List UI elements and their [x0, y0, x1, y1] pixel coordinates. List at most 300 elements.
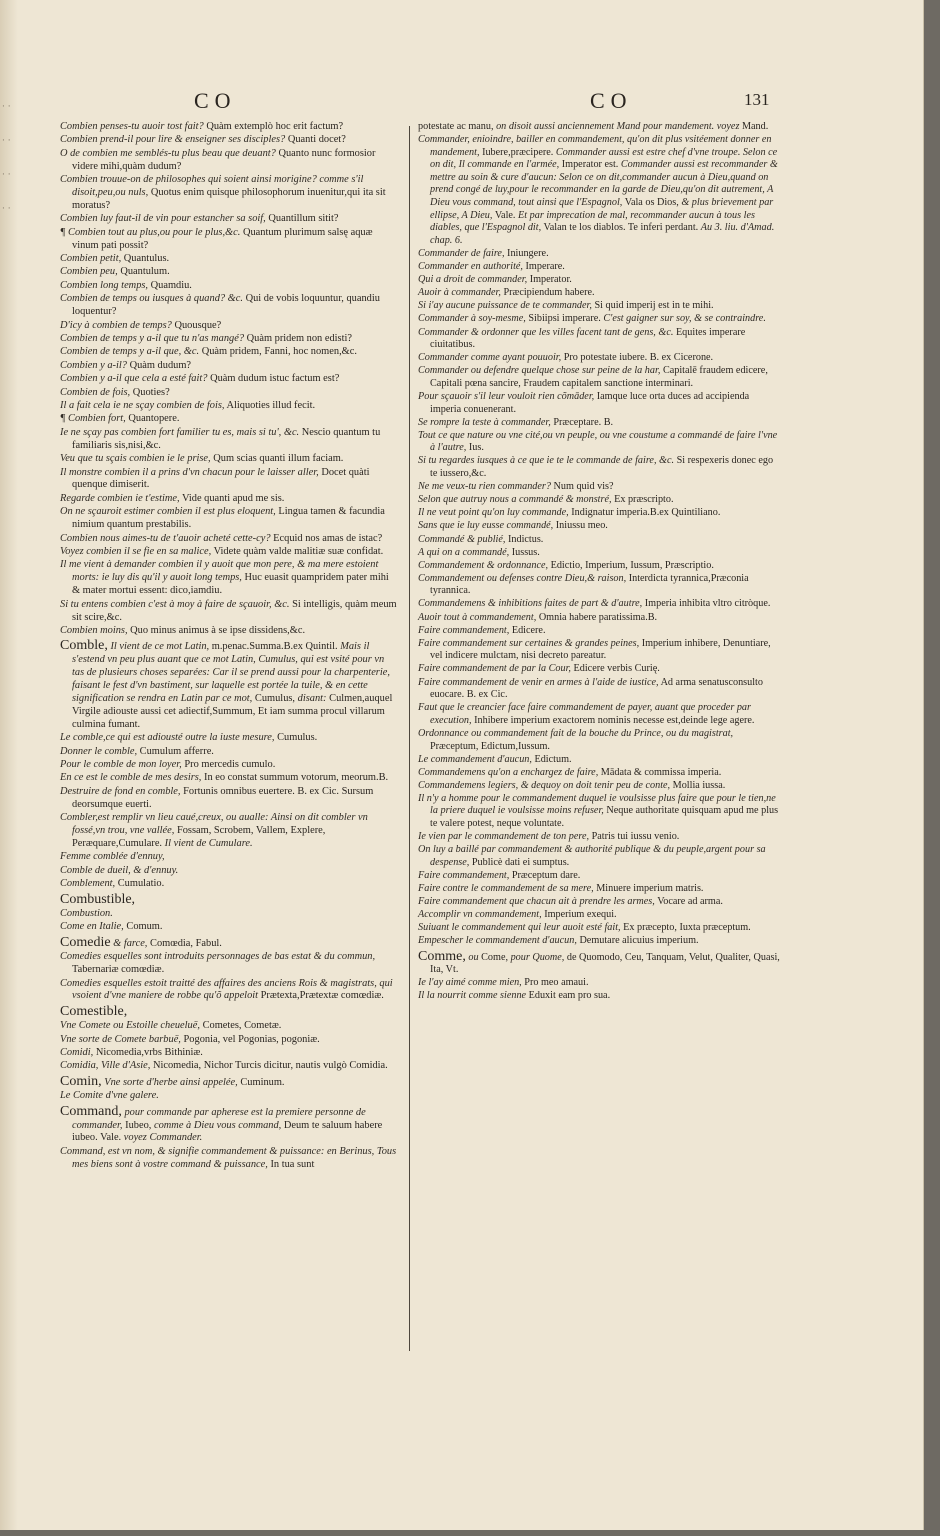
latin-text: Quàm pridem, Fanni, hoc nomen,&c.	[201, 346, 357, 358]
french-text: Auoir tout à commandement,	[418, 611, 537, 623]
latin-text: Si quid imperij est in te mihi.	[594, 300, 714, 312]
dictionary-entry	[60, 812, 398, 851]
latin-text: Si intelligis, quàm meum sit scire,&c.	[72, 598, 397, 623]
french-text: Comble de dueil, & d'ennuy.	[60, 864, 179, 876]
dictionary-entry	[418, 520, 780, 533]
french-text: Combustion.	[60, 907, 113, 919]
french-text: Combien de temps ou iusques à quand? &c.	[60, 293, 243, 305]
latin-text: Interdicta tyrannica,Præconia tyrannica.	[430, 572, 749, 597]
dictionary-entry	[418, 598, 780, 611]
dictionary-entry	[418, 134, 780, 247]
latin-text: Imperia inhibita vltro citròque.	[644, 598, 771, 610]
dictionary-entry	[418, 455, 780, 480]
french-text: Combien luy faut-il de vin pour estancher sa soif,	[60, 213, 266, 225]
latin-text: Præceptum dare.	[511, 869, 581, 881]
french-text: Accomplir vn commandement,	[418, 909, 542, 921]
latin-text: Omnia habere paratissima.B.	[538, 611, 658, 623]
french-text: Ie vien par le commandement de ton pere,	[418, 831, 590, 843]
headword: Comble,	[60, 638, 108, 654]
french-text: Il vient de Cumulare.	[164, 837, 253, 849]
dictionary-entry	[60, 467, 398, 493]
latin-text: Cometes, Cometæ.	[202, 1020, 282, 1032]
french-text: Se rompre la teste à commander,	[418, 416, 551, 428]
dictionary-entry	[60, 865, 398, 878]
french-text: Commandemens legiers, & dequoy on doit tenir peu de conte,	[418, 779, 671, 791]
dictionary-entry	[418, 990, 780, 1003]
latin-text: Come,	[481, 951, 509, 963]
latin-text: Cuminum.	[240, 1076, 285, 1088]
french-text: pour Quome,	[510, 951, 565, 963]
latin-text: Quantillum sitit?	[268, 213, 339, 225]
french-text: Il la nourrit comme sienne	[418, 990, 527, 1002]
french-text: Ie l'ay aimé comme mien,	[418, 977, 522, 989]
latin-text: Quoties?	[132, 386, 170, 398]
dictionary-entry	[60, 625, 398, 638]
dictionary-entry	[418, 612, 780, 625]
dictionary-entry	[60, 1090, 398, 1103]
french-text: Come en Italie,	[60, 921, 124, 933]
latin-text: Nicomedia, Nichor Turcis dicitur, nautis vulgò Comidia.	[152, 1060, 388, 1072]
latin-text: Huc euasit quampridem pater mihi & mater mortui essent: dico,iamdiu.	[72, 572, 389, 597]
latin-text: Valan te los diablos. Te inferi perdant.	[543, 222, 699, 234]
dictionary-entry	[60, 266, 398, 279]
dictionary-entry	[60, 1020, 398, 1033]
latin-text: Indignatur imperia.B.ex Quintiliano.	[571, 507, 721, 519]
dictionary-entry	[60, 293, 398, 319]
french-text: Faire commandement sur certaines & grandes peines,	[418, 637, 640, 649]
dictionary-entry	[418, 844, 780, 869]
french-text: Commandement ou defenses contre Dieu,& raison,	[418, 572, 627, 584]
dictionary-entry	[418, 121, 780, 134]
dictionary-entry	[60, 559, 398, 598]
latin-text: Nicomedia,vrbs Bithiniæ.	[95, 1047, 203, 1059]
latin-text: Quàm dudum istuc factum est?	[210, 373, 340, 385]
dictionary-entry	[418, 534, 780, 547]
dictionary-entry	[418, 417, 780, 430]
latin-text: In tua sunt	[270, 1158, 315, 1170]
french-text: Faire commandement de par la Cour,	[418, 663, 571, 675]
latin-text: Ius.	[468, 442, 484, 454]
dictionary-entry	[60, 759, 398, 772]
french-text: Empescher le commandement d'aucun,	[418, 935, 577, 947]
french-text: Le commandement d'aucun,	[418, 753, 532, 765]
french-text: Faire commandement,	[418, 869, 510, 881]
french-text: Combien penses-tu auoir tost fait?	[60, 121, 204, 132]
latin-text: Quanto nunc formosior videre mihi,quàm dudum?	[72, 147, 376, 172]
dictionary-entry	[418, 560, 780, 573]
headword: Combustible,	[60, 891, 136, 907]
headword: Command,	[60, 1103, 122, 1119]
latin-text: Qui de vobis loquuntur, quandiu loquentur?	[72, 293, 380, 318]
dictionary-entry	[60, 227, 398, 253]
latin-text: Inhibere imperium exactorem nominis necesse est,deinde lege agere.	[474, 714, 755, 726]
french-text: On luy a baillé par commandement & authorité publique & du peuple,argent pour sa despense,	[418, 844, 766, 868]
french-text: ¶ Combien tout au plus,ou pour le plus,&c.	[60, 226, 241, 238]
french-text: Vne Comete ou Estoille cheueluë,	[60, 1020, 200, 1032]
dictionary-entry	[60, 174, 398, 213]
dictionary-entry	[60, 951, 398, 977]
french-text: Combien nous aimes-tu de t'auoir acheté cette-cy?	[60, 532, 271, 544]
dictionary-entry	[60, 599, 398, 625]
latin-text: Iubeo,	[125, 1119, 152, 1131]
latin-text: Culmen,auquel Virgile adiouste aussi cet adiectif,Summum,	[72, 692, 393, 717]
latin-text: Minuere imperium matris.	[596, 883, 704, 895]
dictionary-entry	[60, 387, 398, 400]
dictionary-entry	[418, 702, 780, 727]
french-text: Ie ne sçay pas combien fort familier tu es, mais si tu', &c.	[60, 426, 300, 438]
french-text: Commander ou defendre quelque chose sur peine de la har,	[418, 365, 661, 377]
french-text: Il vient de ce mot Latin,	[110, 641, 210, 653]
latin-text: Docet quàti quenque dimiserit.	[72, 466, 370, 491]
french-text: Commander & ordonner que les villes facent tant de gens, &c.	[418, 326, 674, 338]
latin-text: Edicere verbis Curię.	[573, 663, 660, 675]
latin-text: Ex præcepto, Iuxta præceptum.	[623, 922, 751, 934]
dictionary-entry	[418, 248, 780, 261]
latin-text: Quanti docet?	[287, 134, 346, 146]
dictionary-entry	[60, 1146, 398, 1172]
latin-text: Quousque?	[174, 319, 222, 331]
latin-text: Quantopere.	[128, 413, 180, 425]
french-text: Regarde combien ie t'estime,	[60, 492, 180, 504]
french-text: Comedies esquelles sont introduits personnages de bas estat & du commun,	[60, 951, 376, 963]
latin-text: Capitalē fraudem edicere, Capitali pœna sancire, Fraudem capitalem sanctione interminari.	[430, 365, 768, 389]
latin-text: Quotus enim quisque philosophorum inuenitur,qui ita sit moratus?	[72, 187, 386, 211]
latin-text: Mādata & commissa imperia.	[600, 766, 722, 778]
latin-text: Imperator.	[529, 274, 572, 286]
dictionary-entry	[60, 978, 398, 1004]
dictionary-entry	[60, 453, 398, 466]
latin-text: Ad arma senatusconsulto euocare. B. ex Cic.	[430, 676, 763, 701]
french-text: pour commande par apherese est la premiere personne de commander,	[72, 1106, 366, 1131]
latin-text: Tabernariæ comœdiæ.	[72, 964, 165, 976]
french-text: Commander comme ayant pouuoir,	[418, 352, 562, 364]
dictionary-entry	[60, 413, 398, 426]
dictionary-entry	[418, 430, 780, 455]
latin-text: Edicere.	[511, 624, 546, 636]
latin-text: Publicè dati ei sumptus.	[471, 856, 570, 868]
french-text: Qui a droit de commander,	[418, 274, 528, 286]
headword: Comestible,	[60, 1003, 128, 1019]
french-text: Combien moins,	[60, 624, 128, 636]
french-text: comme à Dieu vous command,	[154, 1119, 282, 1131]
latin-text: Quàm extemplò hoc erit factum?	[206, 121, 344, 132]
french-text: Faut que le creancier face faire commandement de payer, auant que proceder par execution,	[418, 702, 751, 726]
dictionary-entry	[60, 360, 398, 373]
latin-text: Cumulum afferre.	[139, 745, 214, 757]
dictionary-entry	[60, 333, 398, 346]
french-text: C'est gaigner sur soy, & se contraindre.	[603, 313, 766, 325]
column-rule	[409, 126, 410, 1351]
dictionary-entry	[418, 573, 780, 598]
dictionary-entry	[60, 253, 398, 266]
french-text: Faire commandement,	[418, 624, 510, 636]
running-head-right: CO	[590, 88, 633, 113]
french-text: Si tu entens combien c'est à moy à faire de sçauoir, &c.	[60, 598, 290, 610]
french-text: Vne sorte d'herbe ainsi appelée,	[104, 1076, 238, 1088]
right-column	[418, 121, 780, 1530]
french-text: Combler,est remplir vn lieu caué,creux, ou aualle: Ainsi on dit combler vn fossé,vn trou, vne vallée,	[60, 812, 368, 837]
french-text: Le Comite d'vne galere.	[60, 1090, 159, 1102]
dictionary-entry	[418, 300, 780, 313]
dictionary-entry	[418, 754, 780, 767]
french-text: on disoit aussi anciennement Mand pour mandement. voyez	[496, 121, 740, 132]
french-text: Si i'ay aucune puissance de te commander,	[418, 300, 592, 312]
french-text: Commander, enioindre, bailler en commandement, qu'on dit plus vsitéement donner en mandement,	[418, 134, 772, 158]
dictionary-entry	[60, 533, 398, 546]
latin-text: Vide quanti apud me sis.	[181, 492, 285, 504]
french-text: Combien de fois,	[60, 386, 131, 398]
latin-text: Lingua tamen & facundia nimium quantum prestabilis.	[72, 506, 385, 531]
dictionary-entry	[60, 1047, 398, 1060]
dictionary-entry	[60, 148, 398, 174]
french-text: Faire commandement que chacun ait à prendre les armes,	[418, 896, 655, 908]
latin-text: Pro meo amaui.	[524, 977, 589, 989]
dictionary-entry	[60, 732, 398, 745]
page-number: 131	[744, 90, 770, 109]
dictionary-entry	[418, 507, 780, 520]
french-text: Commander aussi est recommander & mettre au soin & cure d'aucun: Selon ce on dit,commander aucun à Dieu,quand on prend congé de luy,pour le recommander en la garde de Dieu,qu'on dit autrement, A Dieu vous command, tout ainsi que l'Espagnol,	[430, 159, 778, 209]
latin-text: Indictus.	[507, 533, 544, 545]
french-text: Au 3. liu. d'Amad. chap. 6.	[430, 222, 775, 246]
headword: Comme,	[418, 948, 466, 964]
latin-text: potestate ac manu,	[418, 121, 494, 132]
dictionary-entry	[60, 851, 398, 864]
latin-text: Quamdiu.	[150, 279, 192, 291]
dictionary-entry	[418, 481, 780, 494]
latin-text: Deum te saluum habere iubeo. Vale.	[72, 1119, 383, 1144]
french-text: Combien prend-il pour lire & enseigner ses disciples?	[60, 134, 286, 146]
headword: Comin,	[60, 1073, 102, 1089]
latin-text: Quantum plurimum salsę aquæ vinum pati possit?	[72, 226, 373, 251]
left-column	[60, 121, 398, 1530]
dictionary-entry	[418, 327, 780, 352]
french-text: Femme comblée d'ennuy,	[60, 851, 165, 863]
running-head-left: CO	[194, 88, 237, 113]
french-text: Commander de faire,	[418, 247, 505, 259]
latin-text: Imperium exequi.	[544, 909, 617, 921]
dictionary-entry	[60, 121, 398, 134]
latin-text: Imperare.	[525, 261, 565, 273]
french-text: Commandement & ordonnance,	[418, 559, 549, 571]
dictionary-entry	[60, 1034, 398, 1047]
latin-text: Comœdia, Fabul.	[150, 937, 222, 949]
dictionary-entry	[60, 134, 398, 147]
dictionary-entry	[60, 320, 398, 333]
french-text: Il n'y a homme pour le commandement duquel ie voulsisse plus faire que pour le tien,ne la priere duquel ie voulsisse moins refuser,	[418, 792, 776, 817]
latin-text: Ecquid nos amas de istac?	[273, 532, 383, 544]
french-text: Et par imprecation de mal, recommander aucun à tous les diables, que l'Espagnol dit,	[430, 209, 755, 234]
latin-text: Equites imperare ciuitatibus.	[430, 326, 746, 351]
french-text: Combien long temps,	[60, 279, 149, 291]
french-text: Tout ce que nature ou vne cité,ou vn peuple, ou vne coustume a commandé de faire l'vne à l'autre,	[418, 429, 778, 454]
latin-text: Quantulum.	[120, 266, 170, 278]
french-text: Le comble,ce qui est adiousté outre la iuste mesure,	[60, 732, 275, 744]
dictionary-entry	[60, 935, 398, 951]
french-text: Combien petit,	[60, 253, 122, 265]
french-text: Combien y a-il?	[60, 359, 127, 371]
dictionary-entry	[60, 772, 398, 785]
french-text: Pour le comble de mon loyer,	[60, 759, 182, 770]
french-text: Comidi,	[60, 1047, 94, 1059]
dictionary-entry	[60, 786, 398, 812]
dictionary-entry	[418, 793, 780, 831]
dictionary-entry	[418, 780, 780, 793]
french-text: Pour sçauoir s'il leur vouloit rien cõmāder,	[418, 390, 595, 402]
french-text: disant:	[297, 692, 327, 704]
dictionary-entry	[418, 352, 780, 365]
latin-text: Iussus.	[511, 546, 540, 558]
latin-text: Iniungere.	[507, 247, 549, 259]
french-text: En ce est le comble de mes desirs,	[60, 772, 202, 784]
latin-text: Quo minus animus à se ipse dissidens,&c.	[130, 624, 306, 636]
french-text: Command, est vn nom, & signifie commandement & puissance: en Berinus, Tous mes biens sont à vostre command & puissance,	[60, 1145, 397, 1170]
french-text: Il ne veut point qu'on luy commande,	[418, 507, 569, 519]
dictionary-entry	[60, 1074, 398, 1090]
french-text: Donner le comble,	[60, 745, 138, 757]
latin-text: Mollia iussa.	[672, 779, 726, 791]
latin-text: Quàm dudum?	[129, 359, 192, 371]
latin-text: Demutare alicuius imperium.	[579, 935, 699, 947]
dictionary-entry	[418, 494, 780, 507]
latin-text: Vocare ad arma.	[657, 896, 723, 908]
bleed-through-marks: · · · · · · · ·	[2, 102, 11, 214]
dictionary-entry	[418, 365, 780, 390]
latin-text: Comum.	[126, 921, 163, 933]
latin-text: Sibiipsi imperare.	[528, 313, 601, 325]
french-text: Commander aussi est estre chef d'vne troupe. Selon ce on dit, Il commande en l'armée,	[430, 146, 778, 171]
french-text: O de combien me semblés-tu plus beau que deuant?	[60, 147, 276, 159]
latin-text: Cumulatio.	[117, 878, 165, 890]
dictionary-entry	[418, 949, 780, 977]
latin-text: Imperium inhibere, Denuntiare, vel indicere mulctam, nisi decreto pareatur.	[430, 637, 771, 662]
latin-text: Prætexta,Prætextæ comœdiæ.	[260, 990, 384, 1002]
latin-text: Cumulus.	[277, 732, 318, 744]
headword: Comedie	[60, 934, 111, 950]
dictionary-entry	[60, 280, 398, 293]
dictionary-entry	[418, 274, 780, 287]
dictionary-entry	[60, 346, 398, 359]
french-text: Combien de temps y a-il que tu n'as mangé?	[60, 333, 245, 344]
french-text: Commandé & publié,	[418, 533, 506, 545]
dictionary-entry	[60, 546, 398, 559]
latin-text: Edictum.	[534, 753, 572, 765]
french-text: Comedies esquelles estoit traitté des affaires des anciens Rois & magistrats, qui vsoient d'vne maniere de robbe qu'õ appeloit	[60, 977, 393, 1002]
dictionary-entry	[418, 896, 780, 909]
french-text: Commander à soy-mesme,	[418, 313, 526, 325]
latin-text: Neque authoritate quisquam apud me plus te valere potest, neque voluntate.	[430, 805, 779, 830]
french-text: Ordonnance ou commandement fait de la bouche du Prince, ou du magistrat,	[418, 727, 734, 739]
french-text: Commandemens & inhibitions faites de part & d'autre,	[418, 598, 643, 610]
dictionary-entry	[418, 313, 780, 326]
latin-text: Videte quàm valde malitiæ suæ confidat.	[213, 546, 384, 557]
french-text: Combien de temps y a-il que, &c.	[60, 346, 200, 358]
latin-text: Pogonia, vel Pogonias, pogoniæ.	[183, 1033, 320, 1045]
dictionary-entry	[60, 921, 398, 934]
latin-text: Aliquoties illud fecit.	[226, 400, 316, 412]
french-text: Mais il s'estend vn peu plus auant que ce mot Latin, Cumulus, qui est vsité pour vn tas de plusieurs choses separées: Car il se prend aussi pour la charpenterie, faisant le fest d'vn bastiment, sur laquelle est portée la tuile, & en cette signification se rendra en Latin par ce mot,	[72, 641, 390, 704]
dictionary-entry	[418, 909, 780, 922]
french-text: Faire contre le commandement de sa mere,	[418, 883, 594, 895]
latin-text: Præceptum, Edictum,Iussum.	[430, 740, 550, 752]
french-text: On ne sçauroit estimer combien il est plus eloquent,	[60, 506, 276, 518]
dictionary-entry	[418, 883, 780, 896]
latin-text: Mand.	[741, 121, 769, 132]
latin-text: Præceptare. B.	[553, 416, 614, 428]
french-text: Voyez combien il se fie en sa malice,	[60, 546, 212, 557]
french-text: Il me vient à demander combien il y auoit que mon pere, & ma mere estoient morts: ie luy dis qu'il y auoit long temps,	[60, 559, 379, 584]
french-text: Combien y a-il que cela a esté fait?	[60, 373, 208, 385]
dictionary-entry	[418, 767, 780, 780]
french-text: Comblement,	[60, 878, 116, 890]
latin-text: m.penac.Summa.B.ex Quintil.	[211, 641, 338, 653]
dictionary-entry	[60, 638, 398, 731]
latin-text: Iamque luce orta duces ad accipienda imperia conuenerant.	[430, 390, 750, 415]
french-text: & farce,	[113, 937, 148, 949]
dictionary-entry	[60, 1004, 398, 1020]
dictionary-entry	[418, 677, 780, 702]
dictionary-entry	[418, 935, 780, 948]
latin-text: Qum scias quanti illum faciam.	[213, 453, 344, 465]
french-text: ¶ Combien fort,	[60, 413, 126, 425]
french-text: A qui on a commandé,	[418, 546, 510, 558]
french-text: D'icy à combien de temps?	[60, 319, 172, 331]
french-text: Comidia, Ville d'Asie,	[60, 1060, 151, 1072]
latin-text: Præcipiendum habere.	[503, 287, 595, 299]
dictionary-entry	[418, 287, 780, 300]
dictionary-entry	[418, 831, 780, 844]
dictionary-entry	[60, 213, 398, 226]
latin-text: Fortunis omnibus euertere. B. ex Cic. Sursum deorsumque euerti.	[72, 785, 374, 810]
dictionary-entry	[418, 391, 780, 416]
latin-text: Pro potestate iubere. B. ex Cicerone.	[563, 352, 714, 364]
dictionary-entry	[60, 878, 398, 891]
french-text: Si tu regardes iusques à ce que ie te le commande de faire, &c.	[418, 455, 675, 467]
french-text: Vne sorte de Comete barbuë,	[60, 1033, 181, 1045]
latin-text: Vala os Dios,	[624, 197, 679, 209]
french-text: Suiuant le commandement qui leur auoit esté fait,	[418, 922, 621, 934]
latin-text: Cumulus,	[254, 692, 296, 704]
dictionary-entry	[60, 746, 398, 759]
french-text: Sans que ie luy eusse commandé,	[418, 520, 554, 532]
latin-text: Quàm pridem non edisti?	[246, 333, 352, 344]
french-text: Combien trouue-on de philosophes qui soient ainsi morigine? comme s'il disoit,peu,ou nuls,	[60, 174, 364, 199]
facing-page-edge	[0, 0, 18, 1530]
latin-text: Si respexeris donec ego te iussero,&c.	[430, 455, 774, 480]
latin-text: Et iam summa procul villarum culmina fumant.	[72, 705, 385, 730]
dictionary-entry	[418, 261, 780, 274]
latin-text: de Quomodo, Ceu, Tanquam, Velut, Qualiter, Quasi, Ita, Vt.	[430, 951, 780, 976]
dictionary-entry	[60, 400, 398, 413]
latin-text: Vale.	[494, 209, 516, 221]
dictionary-entry	[60, 373, 398, 386]
latin-text: Iniussu meo.	[555, 520, 608, 532]
french-text: voyez Commander.	[123, 1132, 203, 1144]
latin-text: Ex præscripto.	[614, 494, 674, 506]
french-text: Ne me veux-tu rien commander?	[418, 481, 551, 493]
french-text: Selon que autruy nous a commandé & monstré,	[418, 494, 612, 506]
dictionary-entry	[60, 1060, 398, 1073]
latin-text: In eo constat summum votorum, meorum.B.	[204, 772, 389, 784]
latin-text: Num quid vis?	[553, 481, 614, 493]
latin-text: Iubere,præcipere.	[482, 146, 554, 158]
latin-text: Patris tui iussu venio.	[591, 831, 680, 843]
latin-text: Fossam, Scrobem, Vallem, Explere, Peræquare,Cumulare.	[72, 825, 326, 849]
french-text: Commander en authorité,	[418, 261, 523, 273]
dictionary-entry	[418, 663, 780, 676]
french-text: Commandemens qu'on a enchargez de faire,	[418, 766, 599, 778]
dictionary-entry	[60, 427, 398, 453]
french-text: ou	[468, 951, 479, 963]
